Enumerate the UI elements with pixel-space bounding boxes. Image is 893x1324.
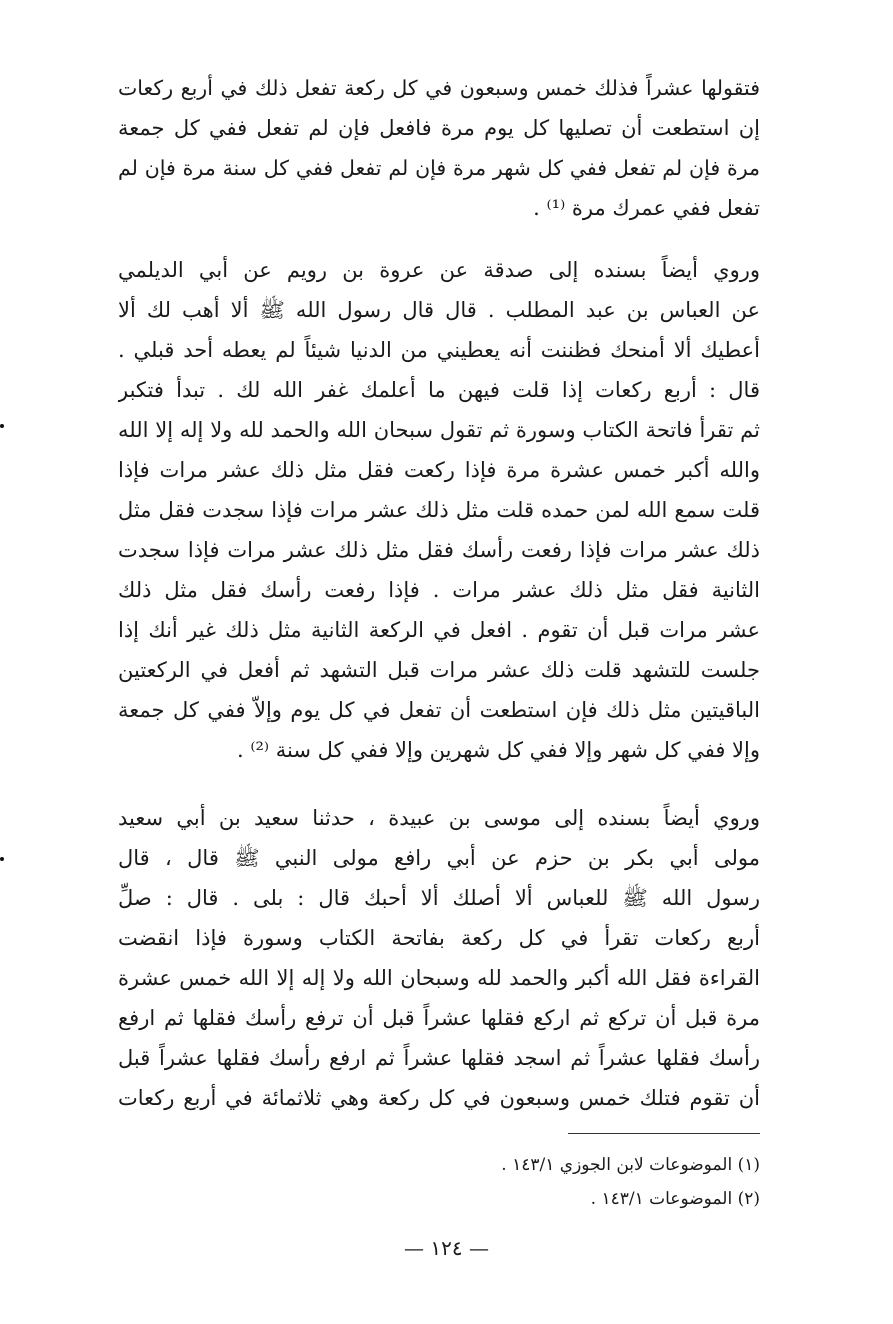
paragraph-1 [118, 68, 760, 228]
text-line: والله أكبر خمس عشرة مرة فإذا ركعت فقل مثل ذلك عشر مرات فإذا [118, 458, 760, 482]
margin-mark [0, 424, 4, 428]
text-line: فتقولها عشراً فذلك خمس وسبعون في كل ركعة تفعل ذلك في أربع ركعات [118, 76, 760, 100]
text-line: قلت سمع الله لمن حمده قلت مثل ذلك عشر مرات فإذا سجدت فقل مثل [118, 498, 760, 522]
text-line: وإلا ففي كل شهر وإلا ففي كل شهرين وإلا ففي كل سنة ⁽²⁾ . [236, 738, 760, 762]
text-line: مرة قبل أن تركع ثم اركع فقلها عشراً قبل أن ترفع رأسك فقلها ثم ارفع [118, 1006, 760, 1030]
text-line: وروي أيضاً بسنده إلى صدقة عن عروة بن رويم عن أبي الديلمي [118, 258, 760, 282]
text-line: القراءة فقل الله أكبر والحمد لله وسبحان الله ولا إله إلا الله خمس عشرة [118, 966, 760, 990]
text-line: الثانية فقل مثل ذلك عشر مرات . فإذا رفعت رأسك فقل مثل ذلك [118, 578, 760, 602]
text-line: مولى أبي بكر بن حزم عن أبي رافع مولى النبي ﷺ قال ، قال [118, 846, 760, 870]
footnote-divider [568, 1133, 760, 1134]
text-line: ثم تقرأ فاتحة الكتاب وسورة ثم تقول سبحان الله والحمد لله ولا إله إلا الله [118, 418, 760, 442]
text-line: أعطيك ألا أمنحك فظننت أنه يعطيني من الدنيا شيئاً لم يعطه أحد قبلي . [118, 338, 760, 362]
text-line: عشر مرات قبل أن تقوم . افعل في الركعة الثانية مثل ذلك غير أنك إذا [118, 618, 760, 642]
text-line: ذلك عشر مرات فإذا رفعت رأسك فقل مثل ذلك عشر مرات فإذا سجدت [118, 538, 760, 562]
page-number: — ١٢٤ — [404, 1236, 489, 1260]
paragraph-2 [118, 250, 760, 770]
text-line: تفعل ففي عمرك مرة ⁽¹⁾ . [533, 196, 760, 220]
paragraph-3 [118, 798, 760, 1118]
text-line: رأسك فقلها عشراً ثم اسجد فقلها عشراً ثم ارفع رأسك فقلها عشراً قبل [118, 1046, 760, 1070]
text-line: رسول الله ﷺ للعباس ألا أصلك ألا أحبك قال : بلى . قال : صلِّ [118, 886, 760, 910]
text-line: قال : أربع ركعات إذا قلت فيهن ما أعلمك غفر الله لك . تبدأ فتكبر [118, 378, 760, 402]
text-line: أربع ركعات تقرأ في كل ركعة بفاتحة الكتاب وسورة فإذا انقضت [118, 926, 760, 950]
footnote-1: (١) الموضوعات لابن الجوزي ١٤٣/١ . [501, 1155, 760, 1175]
text-line: مرة فإن لم تفعل ففي كل شهر مرة فإن لم تفعل ففي كل سنة مرة فإن لم [118, 156, 760, 180]
text-line: إن استطعت أن تصليها كل يوم مرة فافعل فإن لم تفعل ففي كل جمعة [118, 116, 760, 140]
footnote-2: (٢) الموضوعات ١٤٣/١ . [590, 1189, 760, 1209]
text-line: وروي أيضاً بسنده إلى موسى بن عبيدة ، حدثنا سعيد بن أبي سعيد [118, 806, 760, 830]
margin-mark [0, 857, 4, 861]
text-line: عن العباس بن عبد المطلب . قال قال رسول الله ﷺ ألا أهب لك ألا [118, 298, 760, 322]
text-line: أن تقوم فتلك خمس وسبعون في كل ركعة وهي ثلاثمائة في أربع ركعات [118, 1086, 760, 1110]
text-line: الباقيتين مثل ذلك فإن استطعت أن تفعل في كل يوم وإلاّ ففي كل جمعة [118, 698, 760, 722]
text-line: جلست للتشهد قلت ذلك عشر مرات قبل التشهد ثم أفعل في الركعتين [118, 658, 760, 682]
footnotes [300, 1148, 760, 1216]
